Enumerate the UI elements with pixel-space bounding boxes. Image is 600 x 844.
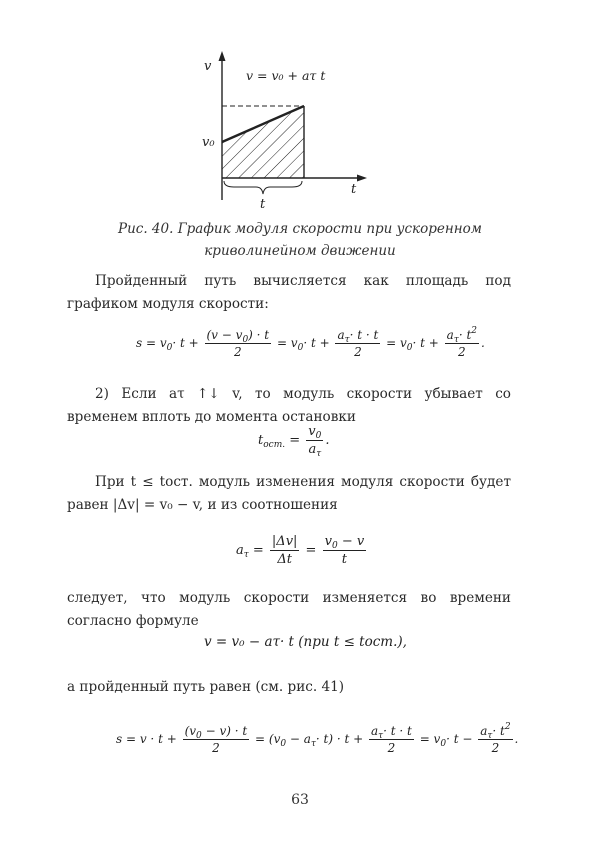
formula-a-tau: $a_\tau$ = $\frac{|\Delta v|}{\Delta t}$ = $\frac{v_0 - v}{t}$ [236, 534, 365, 567]
formula-s-accel: $s = v_0\cdot t$ + $\frac{(v - v_0) \cdot t}{2}$ = $v_0\cdot t$ + $\frac{a_\tau\cdot t \cdot t}{2}$ = $v_0\cdot t$ + $\frac{a_\tau\cdot t^2}{2}$ . [136, 326, 485, 359]
formula-s-decel: s = v · t + $\frac{(v_0 - v) \cdot t}{2}$ = $(v_0 - a_\tau\cdot t) \cdot t$ + $\frac{a_\tau\cdot t \cdot t}{2}$ = $v_0\cdot t$ − $\frac{a_\tau\cdot t^2}{2}$ . [116, 722, 519, 755]
paragraph-5: а пройденный путь равен (см. рис. 41) [67, 679, 345, 695]
v0-label: v₀ [202, 135, 215, 150]
hatched-area [222, 106, 304, 178]
figure-caption [60, 218, 540, 262]
caption-line-2: криволинейном движении [204, 243, 396, 259]
paragraph-1: Пройденный путь вычисляется как площадь под графиком модуля скорости: [67, 273, 511, 312]
caption-line-1: Рис. 40. График модуля скорости при ускоренном [118, 221, 482, 237]
velocity-graph [190, 48, 380, 218]
t-axis-label: t [351, 182, 357, 197]
time-brace [224, 181, 302, 194]
paragraph-3: При t ≤ tост. модуль изменения модуля скорости будет равен |Δv| = v₀ − v, и из соотношения [67, 474, 511, 513]
v-axis-label: v [204, 59, 212, 74]
v-axis-arrow [219, 51, 226, 61]
paragraph-2: 2) Если aτ ↑↓ v, то модуль скорости убывает со временем вплоть до момента остановки [67, 386, 511, 425]
t-axis-arrow [357, 175, 367, 182]
graph-formula: v = v₀ + aτ t [246, 68, 326, 83]
figure-40 [190, 48, 380, 218]
brace-t-label: t [260, 197, 266, 212]
formula-v-decel: v = v₀ − aτ· t (при t ≤ tост.), [204, 634, 407, 650]
page-number: 63 [291, 792, 309, 808]
formula-t-stop: $t_{ост.}$ = $\frac{v_0}{a_\tau}$ . [258, 424, 330, 459]
paragraph-4: следует, что модуль скорости изменяется во времени согласно формуле [67, 590, 511, 629]
